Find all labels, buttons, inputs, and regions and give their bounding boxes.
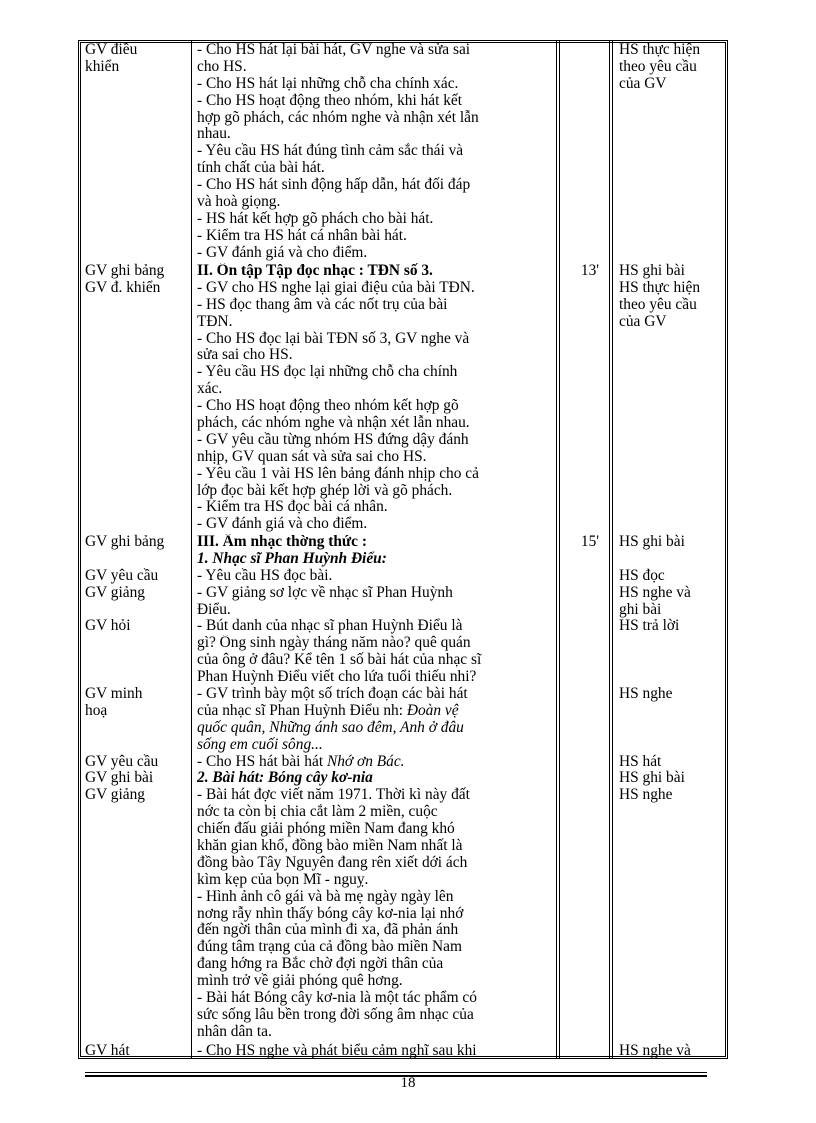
time-cell: 13' bbox=[580, 262, 600, 279]
content-line: - Cho HS hoạt động theo nhóm, khi hát kết bbox=[197, 92, 463, 109]
content-line: - Bài hát Bóng cây kơ-nia là một tác phẩm có bbox=[197, 990, 477, 1007]
content-line: và hoà giọng. bbox=[197, 194, 281, 211]
content-line: đúng tâm trạng của cả đồng bào miền Nam bbox=[197, 939, 462, 956]
student-activity-line bbox=[619, 669, 724, 686]
student-activity-line: HS ghi bài bbox=[619, 262, 685, 279]
content-line: - HS hát kết hợp gõ phách cho bài hát. bbox=[197, 210, 434, 227]
content-cell bbox=[197, 42, 555, 262]
teacher-activity-line bbox=[85, 720, 190, 737]
content-line: - GV đánh giá và cho điểm. bbox=[197, 516, 368, 533]
student-activity-line: HS thực hiện bbox=[619, 278, 701, 296]
student-activity-line: HS ghi bài bbox=[619, 533, 685, 550]
column-divider bbox=[191, 40, 192, 1059]
teacher-activity-line: khiển bbox=[85, 57, 120, 75]
teacher-activity-line: GV minh bbox=[85, 685, 143, 703]
student-activity-line: HS trả lời bbox=[619, 617, 680, 635]
teacher-activity-line: GV ghi bảng bbox=[85, 533, 165, 550]
column-divider bbox=[609, 40, 613, 1059]
content-line: đang hớng ra Bắc chờ đợi ngời thân của bbox=[197, 956, 444, 973]
content-line: hợp gõ phách, các nhóm nghe và nhận xét lẫn bbox=[197, 109, 479, 126]
content-line: - Bút danh của nhạc sĩ phan Huỳnh Điểu là bbox=[197, 618, 463, 635]
student-activity-cell bbox=[619, 1043, 724, 1060]
teacher-activity-line: GV yêu cầu bbox=[85, 566, 159, 584]
student-activity-line: HS đọc bbox=[619, 566, 665, 584]
activity-teacher-cell bbox=[85, 42, 190, 76]
content-line: - Yêu cầu HS đọc bài. bbox=[197, 567, 333, 584]
content-line: nhân dân ta. bbox=[197, 1023, 272, 1040]
content-line: mình trở về giải phóng quê hơng. bbox=[197, 973, 403, 990]
teacher-activity-line: GV đ. khiển bbox=[85, 278, 161, 296]
content-line: - GV yêu cầu từng nhóm HS đứng dậy đánh bbox=[197, 431, 469, 448]
teacher-activity-line bbox=[85, 652, 190, 669]
teacher-activity-line bbox=[85, 669, 190, 686]
student-activity-line bbox=[619, 652, 724, 669]
student-activity-cell bbox=[619, 534, 724, 804]
content-line: lớp đọc bài kết hợp ghép lời và gõ phách. bbox=[197, 482, 453, 499]
content-line: kìm kẹp của bọn Mĩ - nguỵ. bbox=[197, 871, 369, 888]
student-activity-line bbox=[619, 635, 724, 652]
content-line: đồng bào Tây Nguyên đang rên xiết dới ách bbox=[197, 854, 468, 871]
content-line: sống em cuối sông... bbox=[197, 736, 323, 753]
content-line: nớc ta còn bị chia cắt làm 2 miền, cuộc bbox=[197, 804, 438, 821]
content-line: TĐN. bbox=[197, 313, 233, 330]
student-activity-line: HS nghe và bbox=[619, 1042, 691, 1059]
student-activity-line: HS thực hiện bbox=[619, 41, 701, 58]
content-line: Phan Huỳnh Điểu viết cho lứa tuổi thiếu nhi? bbox=[197, 669, 477, 686]
student-activity-line: theo yêu cầu bbox=[619, 57, 697, 75]
content-line: nhau. bbox=[197, 126, 231, 143]
content-line: cho HS. bbox=[197, 58, 247, 75]
student-activity-line: theo yêu cầu bbox=[619, 295, 697, 313]
teacher-activity-line: GV ghi bảng bbox=[85, 262, 165, 279]
student-activity-line: HS hát bbox=[619, 752, 662, 770]
content-line: - Cho HS hát lại những chỗ cha chính xác. bbox=[197, 75, 459, 92]
content-line: - HS đọc thang âm và các nốt trụ của bài bbox=[197, 296, 448, 313]
activity-teacher-cell bbox=[85, 263, 190, 297]
column-divider bbox=[556, 40, 560, 1059]
content-line: - GV cho HS nghe lại giai điệu của bài TĐN. bbox=[197, 279, 475, 296]
content-line: 1. Nhạc sĩ Phan Huỳnh Điểu: bbox=[197, 550, 387, 567]
content-line: của nhạc sĩ Phan Huỳnh Điểu nh: Đoàn vệ bbox=[197, 702, 459, 719]
content-line: - Cho HS nghe và phát biểu cảm nghĩ sau khi bbox=[197, 1043, 477, 1059]
content-line: quốc quân, Những ánh sao đêm, Anh ở đâu bbox=[197, 719, 464, 736]
teacher-activity-line: GV yêu cầu bbox=[85, 752, 159, 770]
content-line: - Cho HS hát bài hát Nhớ ơn Bác. bbox=[197, 753, 405, 770]
teacher-activity-line: GV ghi bài bbox=[85, 769, 154, 787]
content-line: sức sống lâu bền trong đời sống âm nhạc của bbox=[197, 1006, 474, 1023]
student-activity-line: của GV bbox=[619, 74, 667, 92]
content-line: II. Ôn tập Tập đọc nhạc : TĐN số 3. bbox=[197, 263, 433, 279]
student-activity-cell bbox=[619, 263, 724, 331]
activity-teacher-cell bbox=[85, 1043, 190, 1060]
teacher-activity-line: hoạ bbox=[85, 701, 108, 719]
student-activity-line: HS nghe bbox=[619, 786, 673, 804]
student-activity-line: của GV bbox=[619, 312, 667, 330]
content-line: - Yêu cầu 1 vài HS lên bảng đánh nhịp cho cả bbox=[197, 465, 479, 482]
content-line: nhịp, GV quan sát và sửa sai cho HS. bbox=[197, 448, 427, 465]
content-line: đến ngời thân của mình đi xa, đã phản ánh bbox=[197, 922, 459, 939]
student-activity-line bbox=[619, 551, 724, 568]
content-line: xác. bbox=[197, 381, 223, 398]
content-line: nơng rẫy nhìn thấy bóng cây kơ-nia lại nhớ bbox=[197, 905, 464, 922]
content-line: 2. Bài hát: Bóng cây kơ-nia bbox=[197, 770, 373, 787]
content-line: - Cho HS hát lại bài hát, GV nghe và sửa sai bbox=[197, 42, 471, 58]
content-line: khăn gian khổ, đồng bào miền Nam nhất là bbox=[197, 838, 463, 855]
activity-teacher-cell bbox=[85, 534, 190, 804]
content-line: sửa sai cho HS. bbox=[197, 347, 293, 364]
student-activity-line bbox=[619, 720, 724, 737]
content-cell bbox=[197, 534, 555, 1041]
student-activity-line: ghi bài bbox=[619, 600, 662, 618]
content-line: - Yêu cầu HS đọc lại những chỗ cha chính bbox=[197, 364, 458, 381]
student-activity-line: HS ghi bài bbox=[619, 769, 685, 787]
content-line: - GV trình bày một số trích đoạn các bài hát bbox=[197, 686, 468, 703]
student-activity-line bbox=[619, 737, 724, 754]
content-cell bbox=[197, 263, 555, 533]
student-activity-line: HS nghe bbox=[619, 685, 673, 703]
teacher-activity-line bbox=[85, 635, 190, 652]
time-cell: 15' bbox=[580, 533, 600, 550]
content-line: chiến đấu giải phóng miền Nam đang khó bbox=[197, 821, 455, 838]
content-line: - Cho HS hát sinh động hấp dẫn, hát đối đáp bbox=[197, 177, 471, 194]
content-line: - Bài hát đợc viết năm 1971. Thời kì này đất bbox=[197, 787, 470, 804]
content-line: - GV giảng sơ lợc về nhạc sĩ Phan Huỳnh bbox=[197, 584, 453, 601]
teacher-activity-line bbox=[85, 551, 190, 568]
content-line: - Kiểm tra HS đọc bài cá nhân. bbox=[197, 499, 388, 516]
footer-rule bbox=[85, 1072, 707, 1073]
teacher-activity-line: GV điều bbox=[85, 41, 138, 58]
teacher-activity-line: GV hỏi bbox=[85, 617, 131, 635]
teacher-activity-line bbox=[85, 602, 190, 619]
student-activity-line bbox=[619, 703, 724, 720]
teacher-activity-line: GV giảng bbox=[85, 786, 145, 804]
content-line: gì? Ông sinh ngày tháng năm nào? quê quán bbox=[197, 635, 471, 652]
content-line: phách, các nhóm nghe và nhận xét lẫn nhau. bbox=[197, 415, 470, 432]
content-line: III. Âm nhạc thờng thức : bbox=[197, 534, 367, 550]
content-line: - Yêu cầu HS hát đúng tình cảm sắc thái và bbox=[197, 143, 464, 160]
teacher-activity-line: GV giảng bbox=[85, 583, 145, 601]
content-line: - Cho HS hoạt động theo nhóm kết hợp gõ bbox=[197, 398, 459, 415]
student-activity-cell bbox=[619, 42, 724, 93]
teacher-activity-line bbox=[85, 737, 190, 754]
teacher-activity-line: GV hát bbox=[85, 1042, 130, 1059]
content-line: - Cho HS đọc lại bài TĐN số 3, GV nghe và bbox=[197, 330, 470, 347]
page-number: 18 bbox=[400, 1075, 416, 1091]
content-cell bbox=[197, 1043, 555, 1060]
content-line: tính chất của bài hát. bbox=[197, 160, 325, 177]
content-line: của ông ở đâu? Kể tên 1 số bài hát của nhạc sĩ bbox=[197, 652, 482, 669]
content-line: - Hình ảnh cô gái và bà mẹ ngày ngày lên bbox=[197, 888, 454, 905]
content-line: Điểu. bbox=[197, 601, 231, 618]
student-activity-line: HS nghe và bbox=[619, 583, 691, 601]
content-line: - GV đánh giá và cho điểm. bbox=[197, 244, 368, 261]
content-line: - Kiểm tra HS hát cá nhân bài hát. bbox=[197, 227, 407, 244]
